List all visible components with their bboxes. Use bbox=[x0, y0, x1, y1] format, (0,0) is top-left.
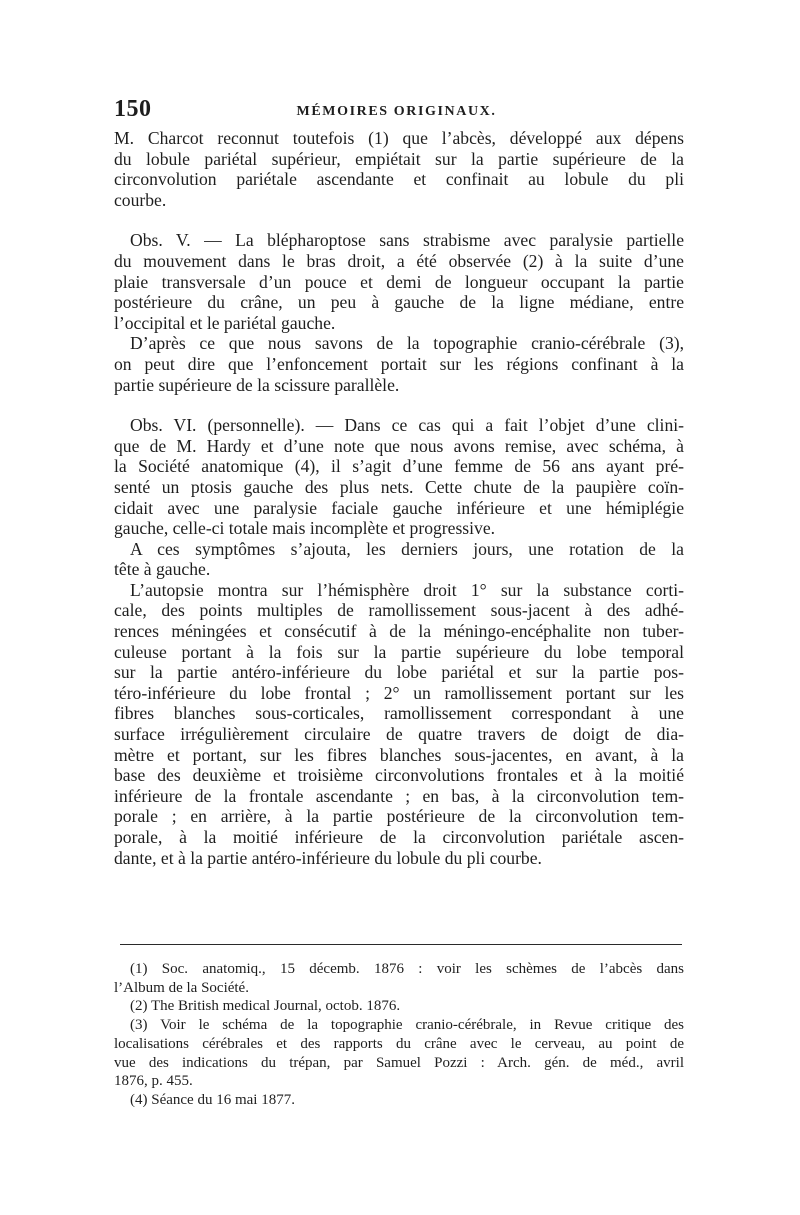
body-text bbox=[114, 128, 684, 868]
footnote-line: vue des indications du trépan, par Samuel Pozzi : Arch. gén. de méd., avril bbox=[114, 1054, 684, 1071]
text-line: tête à gauche. bbox=[114, 559, 211, 580]
text-line: téro-inférieure du lobe frontal ; 2° un ramollissement portant sur les bbox=[114, 682, 684, 703]
text-line: sur la partie antéro-inférieure du lobe pariétal et sur la partie pos- bbox=[114, 662, 684, 683]
text-line: dante, et à la partie antéro-inférieure du lobule du pli courbe. bbox=[114, 847, 542, 868]
text-line: Obs. V. — La blépharoptose sans strabisme avec paralysie partielle bbox=[130, 230, 684, 251]
text-line: Obs. VI. (personnelle). — Dans ce cas qui a fait l’objet d’une clini- bbox=[130, 415, 684, 436]
paragraph bbox=[114, 415, 684, 539]
text-line: postérieure du crâne, un peu à gauche de la ligne médiane, entre bbox=[114, 292, 684, 313]
text-line: du mouvement dans le bras droit, a été observée (2) à la suite d’une bbox=[114, 250, 684, 271]
footnote-line: localisations cérébrales et des rapports du crâne avec le cerveau, au point de bbox=[114, 1035, 684, 1052]
text-line: porale ; en arrière, à la partie postérieure de la circonvolution tem- bbox=[114, 806, 684, 827]
text-line: senté un ptosis gauche des plus nets. Cette chute de la paupière coïn- bbox=[114, 476, 684, 497]
text-line: A ces symptômes s’ajouta, les derniers jours, une rotation de la bbox=[130, 538, 684, 559]
text-line: porale, à la moitié inférieure de la circonvolution pariétale ascen- bbox=[114, 827, 684, 847]
text-line: circonvolution pariétale ascendante et confinait au lobule du pli bbox=[114, 169, 684, 190]
text-line: la Société anatomique (4), il s’agit d’une femme de 56 ans ayant pré- bbox=[114, 456, 684, 477]
text-line: surface irrégulièrement circulaire de quatre travers de doigt de dia- bbox=[114, 724, 684, 745]
footnote-separator bbox=[120, 944, 682, 945]
text-line: cidait avec une paralysie faciale gauche inférieure et une hémiplégie bbox=[114, 497, 684, 518]
text-line: mètre et portant, sur les fibres blanches sous-jacentes, en avant, à la bbox=[114, 744, 684, 765]
paragraph bbox=[114, 580, 684, 868]
footnote-line: 1876, p. 455. bbox=[114, 1073, 193, 1090]
text-line: M. Charcot reconnut toutefois (1) que l’abcès, développé aux dépens bbox=[114, 128, 684, 148]
paragraph bbox=[114, 230, 684, 333]
footnote-line: (3) Voir le schéma de la topographie cranio-cérébrale, in Revue critique des bbox=[130, 1017, 684, 1034]
footnotes bbox=[114, 960, 684, 1110]
text-line: base des deuxième et troisième circonvolutions frontales et à la moitié bbox=[114, 765, 684, 786]
footnote-line: (4) Séance du 16 mai 1877. bbox=[130, 1091, 295, 1108]
text-line: du lobule pariétal supérieur, empiétait sur la partie supérieure de la bbox=[114, 148, 684, 169]
paragraph bbox=[114, 128, 684, 210]
text-line: courbe. bbox=[114, 189, 167, 210]
text-line: cale, des points multiples de ramollissement sous-jacent à des adhé- bbox=[114, 600, 684, 621]
text-line: culeuse portant à la fois sur la partie supérieure du lobe temporal bbox=[114, 641, 684, 662]
footnote-line: l’Album de la Société. bbox=[114, 979, 249, 996]
footnote-line: (1) Soc. anatomiq., 15 décemb. 1876 : voir les schèmes de l’abcès dans bbox=[130, 961, 684, 977]
page-number: 150 bbox=[114, 96, 152, 122]
text-line: inférieure de la frontale ascendante ; en bas, à la circonvolution tem- bbox=[114, 785, 684, 806]
text-line: que de M. Hardy et d’une note que nous avons remise, avec schéma, à bbox=[114, 435, 684, 456]
page-header bbox=[114, 96, 679, 126]
text-line: partie supérieure de la scissure parallèle. bbox=[114, 374, 400, 395]
text-line: plaie transversale d’un pouce et demi de longueur occupant la partie bbox=[114, 271, 684, 292]
text-line: l’occipital et le pariétal gauche. bbox=[114, 312, 336, 333]
text-line: fibres blanches sous-corticales, ramollissement correspondant à une bbox=[114, 703, 684, 724]
text-line: L’autopsie montra sur l’hémisphère droit 1° sur la substance corti- bbox=[130, 579, 684, 600]
text-line: on peut dire que l’enfoncement portait sur les régions confinant à la bbox=[114, 353, 684, 374]
paragraph bbox=[114, 333, 684, 395]
text-line: rences méningées et consécutif à de la méningo-encéphalite non tuber- bbox=[114, 621, 684, 642]
paragraph bbox=[114, 539, 684, 580]
text-line: D’après ce que nous savons de la topographie cranio-cérébrale (3), bbox=[130, 333, 684, 354]
footnote-line: (2) The British medical Journal, octob. 1876. bbox=[130, 998, 401, 1015]
text-line: gauche, celle-ci totale mais incomplète et progressive. bbox=[114, 518, 496, 539]
running-head: MÉMOIRES ORIGINAUX. bbox=[296, 104, 497, 119]
